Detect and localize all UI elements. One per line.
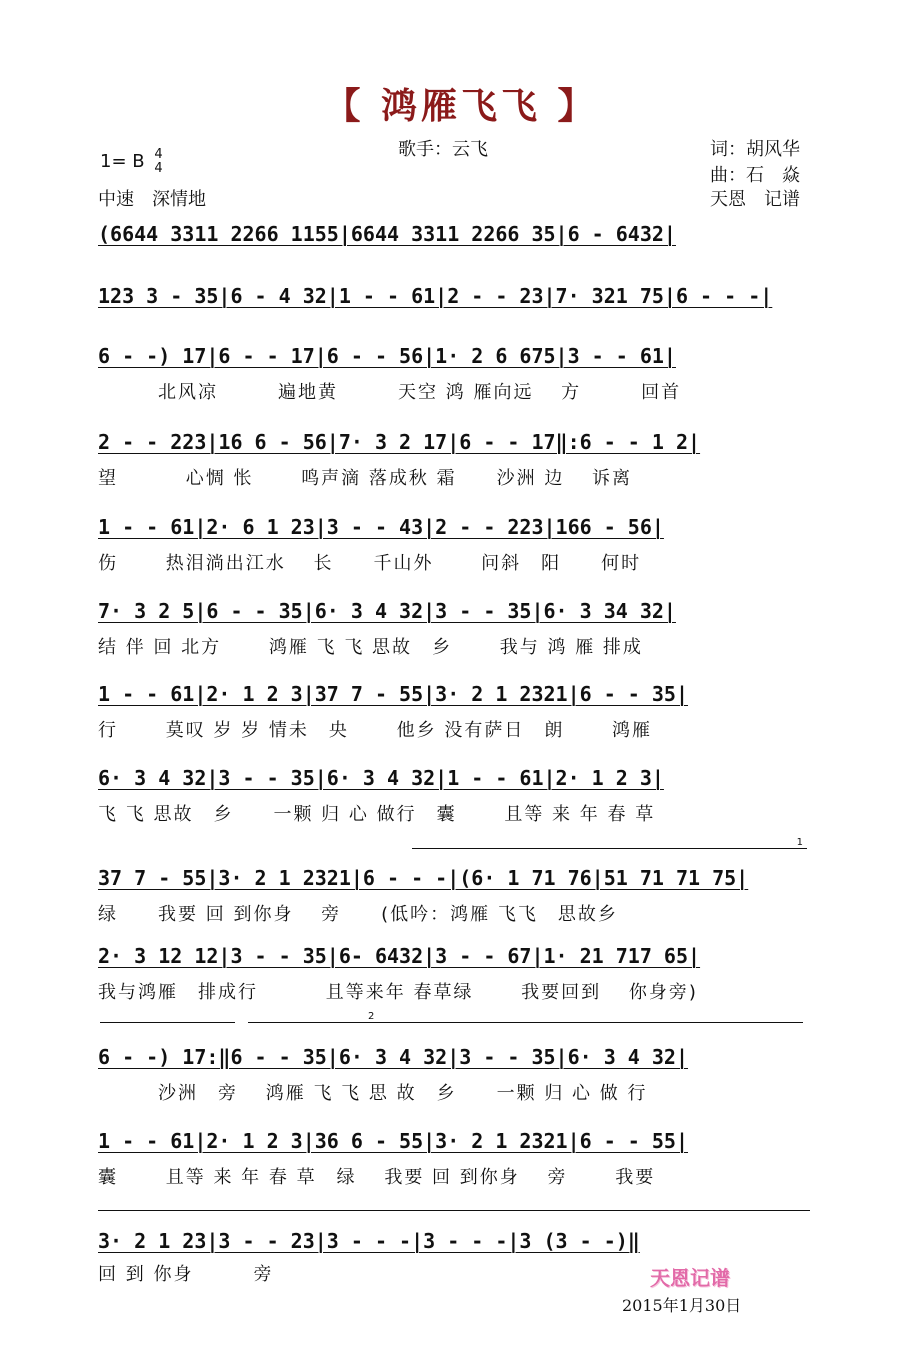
lyric-line-6: 结 伴 回 北方 鸿雁 飞 飞 思故 乡 我与 鸿 雁 排成 <box>98 637 643 658</box>
notation-line-2: 123 3 - 35|6 - 4 32|1 - - 61|2 - - 23|7· 321 75|6 - - -| <box>98 284 773 308</box>
lyricist-credit: 词：胡风华 <box>710 139 800 160</box>
lyric-line-10: 我与鸿雁 排成行 且等来年 春草绿 我要回到 你身旁) <box>98 982 698 1003</box>
notation-line-9: 37 7 - 55|3· 2 1 2321|6 - - -|(6· 1 71 76|51 71 71 75| <box>98 866 749 890</box>
notation-line-11: 6 - -) 17:‖6 - - 35|6· 3 4 32|3 - - 35|6· 3 4 32| <box>98 1045 689 1069</box>
lyric-line-12: 囊 且等 来 年 春 草 绿 我要 回 到你身 旁 我要 <box>98 1167 656 1188</box>
lyric-line-13: 回 到 你身 旁 <box>98 1264 274 1285</box>
lyric-line-5: 伤 热泪淌出江水 长 千山外 问斜 阳 何时 <box>98 553 642 574</box>
second-ending-number: 2 <box>368 1011 375 1022</box>
first-ending-number: 1 <box>796 837 803 848</box>
lyric-line-8: 飞 飞 思故 乡 一颗 归 心 做行 囊 且等 来 年 春 草 <box>98 804 656 825</box>
second-ending-bracket <box>248 1011 803 1037</box>
notation-line-13: 3· 2 1 23|3 - - 23|3 - - -|3 - - -|3 (3 - -)‖ <box>98 1229 640 1253</box>
final-phrase-line <box>98 1210 810 1225</box>
notation-line-3: 6 - -) 17|6 - - 17|6 - - 56|1· 2 6 675|3 - - 61| <box>98 344 676 368</box>
notation-line-4: 2 - - 223|16 6 - 56|7· 3 2 17|6 - - 17‖:6 - - 1 2| <box>98 430 701 454</box>
notation-line-8: 6· 3 4 32|3 - - 35|6· 3 4 32|1 - - 61|2· 1 2 3| <box>98 766 664 790</box>
notation-line-1: (6644 3311 2266 1155|6644 3311 2266 35|6 - 6432| <box>98 222 676 246</box>
notation-line-7: 1 - - 61|2· 1 2 3|37 7 - 55|3· 2 1 2321|6 - - 35| <box>98 682 689 706</box>
lyric-line-3: 北风凉 遍地黄 天空 鸿 雁向远 方 回首 <box>98 382 682 403</box>
first-ending-bracket <box>412 837 807 863</box>
first-ending-continuation <box>100 1022 235 1037</box>
song-title: 【 鸿雁飞飞 】 <box>324 86 598 127</box>
lyric-line-4: 望 心惆 怅 鸣声滴 落成秋 霜 沙洲 边 诉离 <box>98 468 633 489</box>
notator-credit: 天恩 记谱 <box>710 189 800 210</box>
lyric-line-7: 行 莫叹 岁 岁 情未 央 他乡 没有萨日 朗 鸿雁 <box>98 720 653 741</box>
composer-credit: 曲：石 焱 <box>710 165 800 186</box>
time-bottom: 4 <box>154 161 163 176</box>
notation-line-6: 7· 3 2 5|6 - - 35|6· 3 4 32|3 - - 35|6· 3 34 32| <box>98 599 676 623</box>
notation-line-5: 1 - - 61|2· 6 1 23|3 - - 43|2 - - 223|166 - 56| <box>98 515 664 539</box>
lyric-line-9: 绿 我要 回 到你身 旁 (低吟：鸿雁 飞飞 思故乡 <box>98 904 618 925</box>
lyric-line-11: 沙洲 旁 鸿雁 飞 飞 思 故 乡 一颗 归 心 做 行 <box>98 1083 648 1104</box>
key-signature <box>100 148 163 176</box>
tempo-marking: 中速 深情地 <box>98 189 206 210</box>
notation-line-12: 1 - - 61|2· 1 2 3|36 6 - 55|3· 2 1 2321|6 - - 55| <box>98 1129 689 1153</box>
notation-line-10: 2· 3 12 12|3 - - 35|6- 6432|3 - - 67|1· 21 717 65| <box>98 944 701 968</box>
key-text: 1= B <box>100 151 145 172</box>
date-label: 2015年1月30日 <box>622 1296 742 1315</box>
time-signature <box>154 148 162 176</box>
singer-credit: 歌手：云飞 <box>398 139 488 160</box>
notator-stamp: 天恩记谱 <box>650 1266 730 1290</box>
time-top: 4 <box>154 147 163 162</box>
